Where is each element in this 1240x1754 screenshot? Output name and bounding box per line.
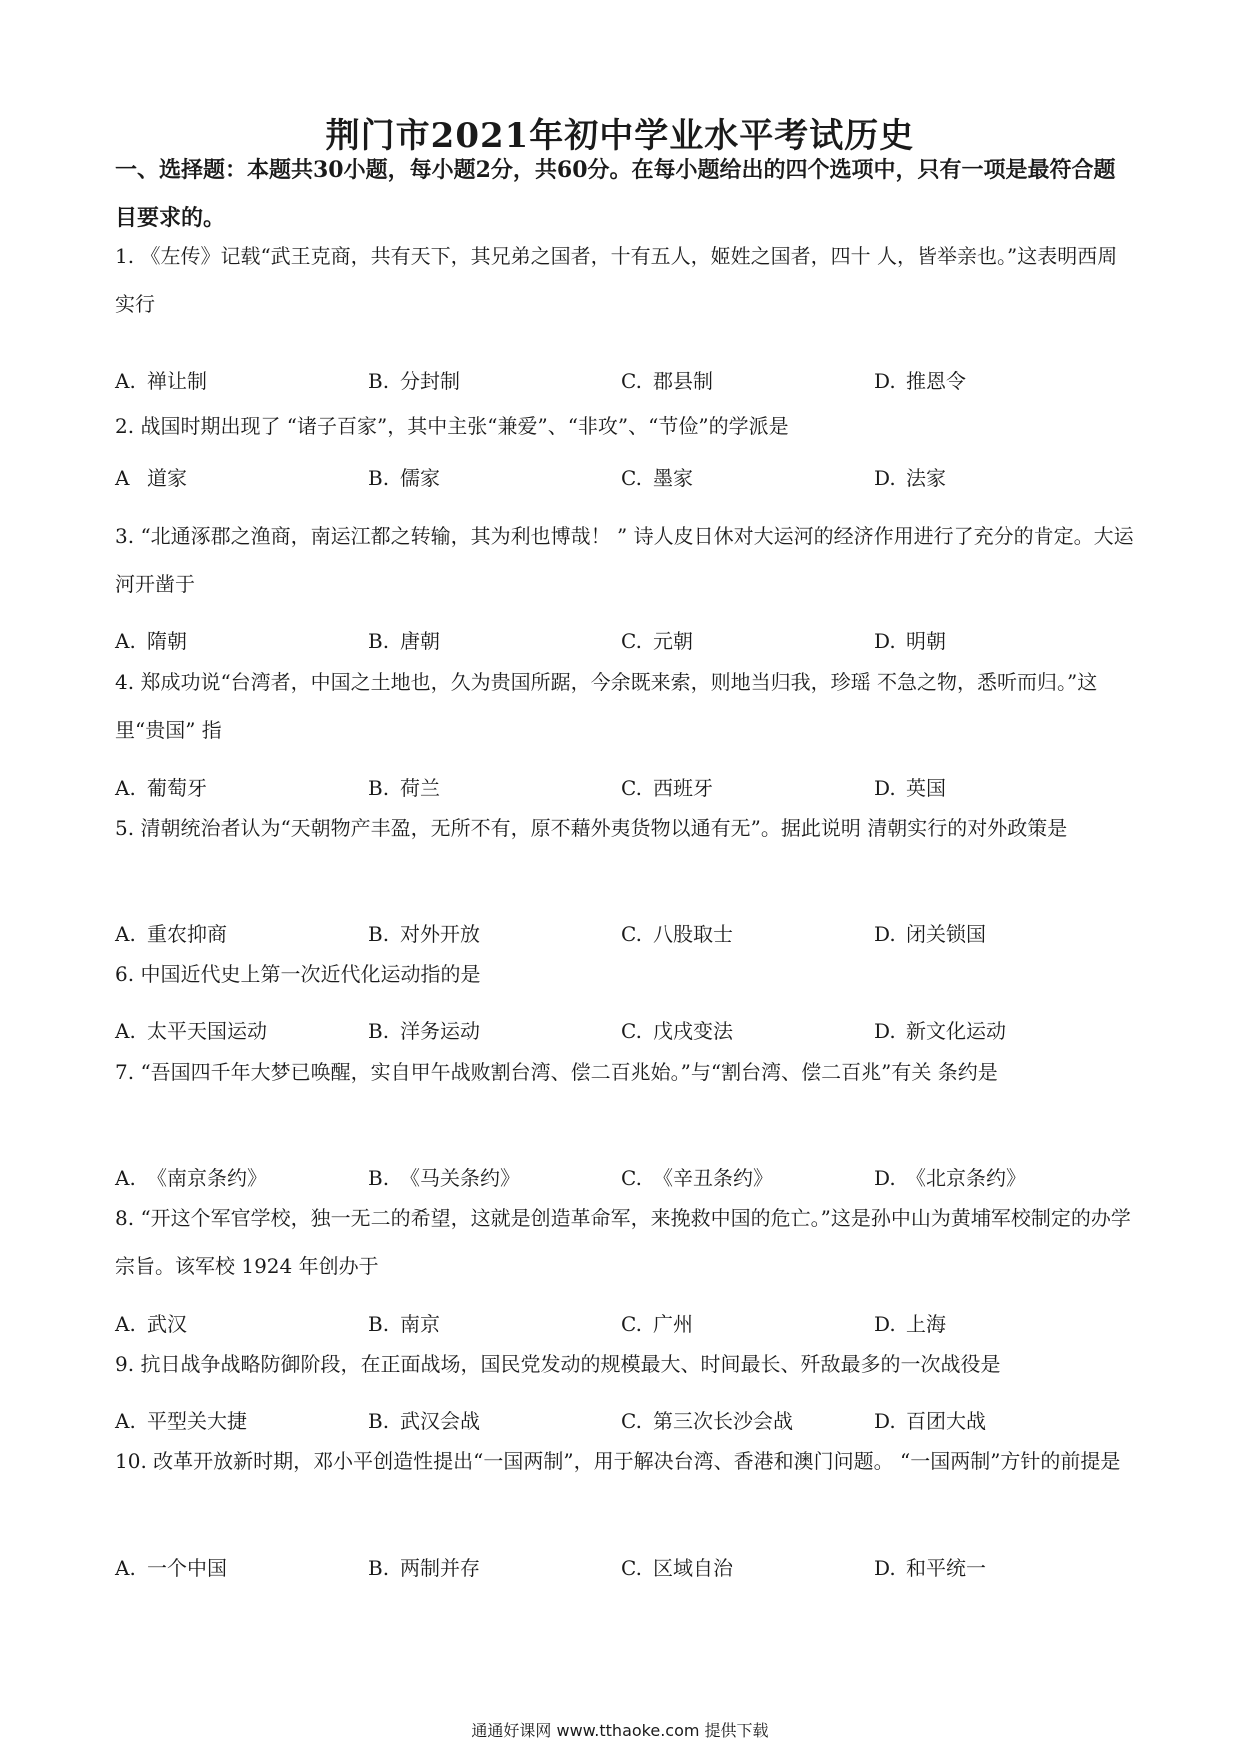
options-2 [115,462,1135,502]
question-2: 2. 战国时期出现了 “诸子百家”，其中主张“兼爱”、“非攻”、“节俭”的学派是 [115,414,789,438]
question-4: 4. 郑成功说“台湾者，中国之土地也，久为贵国所踞，今余既来索，则地当归我，珍瑶 不急之物，悉听而归。”这里“贵国” 指 [115,670,1098,742]
option-b: B. 南京 [368,1312,440,1336]
option-d: D. 明朝 [874,629,946,653]
option-c: C. 郡县制 [621,369,713,393]
option-d: D. 和平统一 [874,1556,986,1580]
question-9: 9. 抗日战争战略防御阶段，在正面战场，国民党发动的规模最大、时间最长、歼敌最多的一次战役是 [115,1352,1001,1376]
option-b: B. 荷兰 [368,776,440,800]
section-heading: 一、选择题：本题共30小题，每小题2分，共60分。在每小题给出的四个选项中，只有一项是最符合题目要求的。 [115,157,1116,231]
option-a: A. 太平天国运动 [115,1019,267,1043]
option-d: D. 新文化运动 [874,1019,1006,1043]
option-c: C. 广州 [621,1312,693,1336]
question-8: 8. “开这个军官学校，独一无二的希望，这就是创造革命军，来挽救中国的危亡。”这是孙中山为黄埔军校制定的办学宗旨。该军校 1924 年创办于 [115,1206,1131,1278]
option-a: A. 《南京条约》 [115,1166,267,1190]
option-d: D. 《北京条约》 [874,1166,1026,1190]
option-b: B. 对外开放 [368,922,480,946]
option-b: B. 唐朝 [368,629,440,653]
option-a: A. 重农抑商 [115,922,227,946]
option-b: B. 两制并存 [368,1556,480,1580]
option-a: A. 一个中国 [115,1556,227,1580]
option-a: A. 禅让制 [115,369,207,393]
option-b: B. 《马关条约》 [368,1166,520,1190]
option-d: D. 英国 [874,776,946,800]
question-3: 3. “北通涿郡之渔商，南运江都之转输，其为利也博哉！ ” 诗人皮日休对大运河的经济作用进行了充分的肯定。大运河开凿于 [115,524,1134,596]
option-b: B. 分封制 [368,369,460,393]
options-10 [115,1552,1135,1592]
question-6: 6. 中国近代史上第一次近代化运动指的是 [115,962,481,986]
download-footer: 通通好课网 www.tthaoke.com 提供下载 [471,1721,769,1740]
option-c: C. 墨家 [621,466,693,490]
option-d: D. 百团大战 [874,1409,986,1433]
option-a: A. 平型关大捷 [115,1409,247,1433]
question-5: 5. 清朝统治者认为“天朝物产丰盈，无所不有，原不藉外夷货物以通有无”。据此说明 清朝实行的对外政策是 [115,816,1068,840]
option-d: D. 法家 [874,466,946,490]
option-a: A. 武汉 [115,1312,187,1336]
option-b: B. 洋务运动 [368,1019,480,1043]
question-10: 10. 改革开放新时期，邓小平创造性提出“一国两制”，用于解决台湾、香港和澳门问题。 “一国两制”方针的前提是 [115,1449,1121,1473]
option-a: A. 葡萄牙 [115,776,207,800]
option-a: A 道家 [115,466,187,490]
question-1: 1. 《左传》记载“武王克商，共有天下，其兄弟之国者，十有五人，姬姓之国者，四十 人，皆举亲也。”这表明西周实行 [115,244,1118,316]
option-d: D. 推恩令 [874,369,966,393]
option-c: C. 区域自治 [621,1556,733,1580]
option-c: C. 八股取士 [621,922,733,946]
option-c: C. 戊戌变法 [621,1019,733,1043]
option-c: C. 元朝 [621,629,693,653]
option-d: D. 上海 [874,1312,946,1336]
option-a: A. 隋朝 [115,629,187,653]
option-c: C. 《辛丑条约》 [621,1166,773,1190]
page-title: 荆门市2021年初中学业水平考试历史 [325,116,915,156]
option-b: B. 儒家 [368,466,440,490]
option-d: D. 闭关锁国 [874,922,986,946]
option-b: B. 武汉会战 [368,1409,480,1433]
option-c: C. 西班牙 [621,776,713,800]
options-1 [115,365,1135,405]
option-c: C. 第三次长沙会战 [621,1409,793,1433]
question-7: 7. “吾国四千年大梦已唤醒，实自甲午战败割台湾、偿二百兆始。”与“割台湾、偿二百兆”有关 条约是 [115,1060,998,1084]
